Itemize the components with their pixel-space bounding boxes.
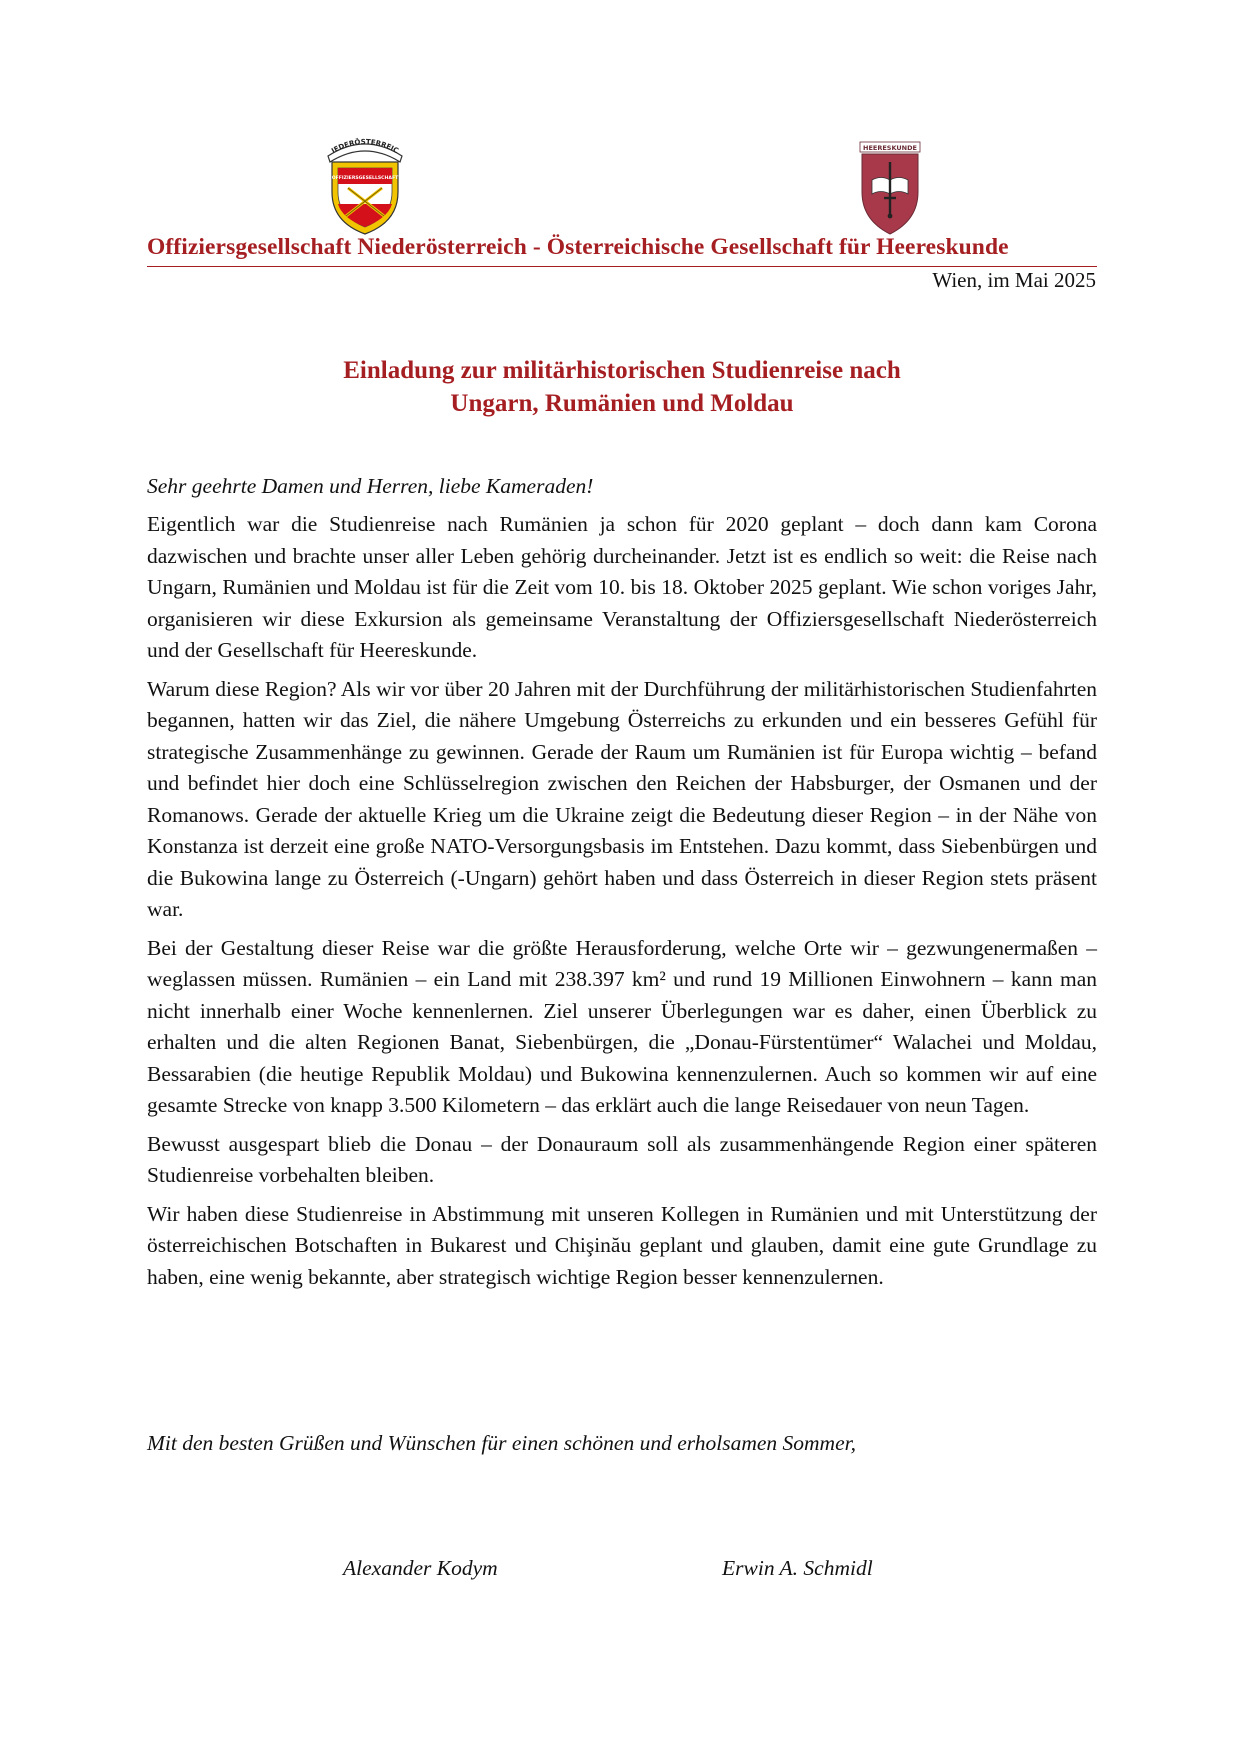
body-paragraph: Bewusst ausgespart blieb die Donau – der Donauraum soll als zusammenhängende Region einer späteren Studienreise vorbehalten bleiben.	[147, 1131, 1097, 1187]
header-divider	[147, 266, 1097, 267]
salutation: Sehr geehrte Damen und Herren, liebe Kameraden!	[147, 474, 594, 498]
title-line-2: Ungarn, Rumänien und Moldau	[450, 390, 794, 417]
closing-line: Mit den besten Grüßen und Wünschen für einen schönen und erholsamen Sommer,	[147, 1431, 856, 1455]
body-paragraph: Wir haben diese Studienreise in Abstimmung mit unseren Kollegen in Rumänien und mit Unterstützung der österreichischen Botschaften in Bukarest und Chişinău geplant und glauben, damit eine gute Grundlage zu haben, eine wenig bekannte, aber strategisch wichtige Region besser kennenzulernen.	[147, 1201, 1097, 1289]
letter-date: Wien, im Mai 2025	[932, 268, 1096, 292]
letter-body	[147, 509, 1097, 1300]
body-paragraph: Eigentlich war die Studienreise nach Rumänien ja schon für 2020 geplant – doch dann kam Corona dazwischen und brachte unser aller Leben gehörig durcheinander. Jetzt ist es endlich so weit: die Reise nach Ungarn, Rumänien und Moldau ist für die Zeit vom 10. bis 18. Oktober 2025 geplant. Wie schon voriges Jahr, organisieren wir diese Exkursion als gemeinsame Veranstaltung der Offiziersgesellschaft Niederösterreich und der Gesellschaft für Heereskunde.	[147, 512, 1097, 662]
heereskunde-shield-logo	[858, 140, 922, 236]
signature-kodym: Alexander Kodym	[343, 1556, 498, 1580]
shield-banner-text: HEERESKUNDE	[863, 144, 917, 152]
body-paragraph: Bei der Gestaltung dieser Reise war die größte Herausforderung, welche Orte wir – gezwungenermaßen – weglassen müssen. Rumänien – ein Land mit 238.397 km² und rund 19 Millionen Einwohnern – kann man nicht innerhalb einer Woche kennenlernen. Ziel unserer Überlegungen war es daher, einen Überblick zu erhalten und die alten Regionen Banat, Siebenbürgen, die „Donau-Fürstentümer“ Walachei und Moldau, Bessarabien (die heutige Republik Moldau) und Bukowina kennenzulernen. Auch so kommen wir auf eine gesamte Strecke von knapp 3.500 Kilometern – das erklärt auch die lange Reisedauer von neun Tagen.	[147, 935, 1097, 1117]
crest-banner-text: IEDERÖSTERREIC	[330, 137, 400, 156]
crest-inner-text: OFFIZIERSGESELLSCHAFT	[331, 176, 399, 181]
title-line-1: Einladung zur militärhistorischen Studienreise nach	[343, 357, 901, 384]
og-noe-crest-logo	[320, 132, 410, 236]
letter-title	[147, 354, 1097, 420]
body-paragraph: Warum diese Region? Als wir vor über 20 Jahren mit der Durchführung der militärhistorischen Studienfahrten begannen, hatten wir das Ziel, die nähere Umgebung Österreichs zu erkunden und ein besseres Gefühl für strategische Zusammenhänge zu gewinnen. Gerade der Raum um Rumänien ist für Europa wichtig – befand und befindet hier doch eine Schlüsselregion zwischen den Reichen der Habsburger, der Osmanen und der Romanows. Gerade der aktuelle Krieg um die Ukraine zeigt die Bedeutung dieser Region – in der Nähe von Konstanza ist derzeit eine große NATO-Versorgungsbasis im Entstehen. Dazu kommt, dass Siebenbürgen und die Bukowina lange zu Österreich (-Ungarn) gehört haben und dass Österreich in dieser Region stets präsent war.	[147, 676, 1097, 921]
signature-schmidl: Erwin A. Schmidl	[722, 1556, 873, 1580]
organization-header: Offiziersgesellschaft Niederösterreich - Österreichische Gesellschaft für Heereskunde	[147, 234, 1009, 260]
